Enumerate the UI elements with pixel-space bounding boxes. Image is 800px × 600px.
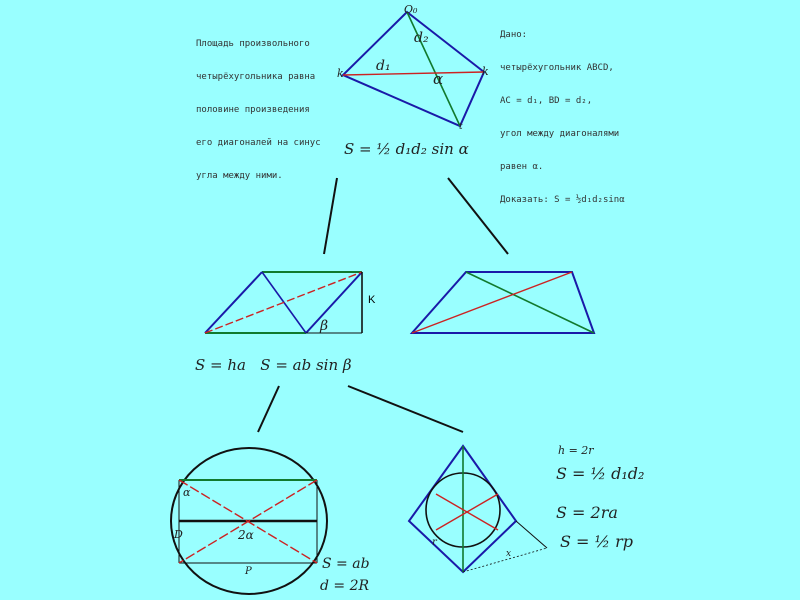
note-right-line: AC = d₁, BD = d₂, (500, 96, 593, 106)
label-x: x (506, 549, 512, 559)
vertex-label-right: k (482, 65, 489, 78)
note-right-line: Дано: (500, 30, 528, 40)
formula-rhombus-h: h = 2r (558, 444, 594, 457)
label-alpha-small: α (183, 486, 191, 499)
vertex-label-top: O₀ (404, 3, 418, 16)
arrow-right (448, 178, 508, 254)
note-right-line: равен α. (500, 162, 544, 172)
note-left-line: угла между ними. (196, 171, 283, 181)
parallelogram-diag-2 (205, 272, 362, 333)
note-left-line: половине произведения (196, 105, 310, 115)
rhombus-with-incircle (409, 446, 547, 572)
formula-rhombus-1: S = ½ d₁d₂ (556, 464, 645, 483)
label-k: K (368, 294, 376, 306)
vertex-label-left: k (337, 67, 344, 80)
formula-rect-diag: d = 2R (320, 578, 370, 594)
parallelogram-figure (205, 272, 362, 333)
arrow-lower-left (258, 386, 279, 432)
diagonal-d1 (343, 72, 484, 75)
label-beta: β (320, 318, 329, 334)
note-left-line: его диагоналей на синус (196, 138, 321, 148)
rhombus-ext (516, 521, 547, 548)
arrow-lower-right (348, 386, 463, 432)
formula-parallelogram: S = ha S = ab sin β (195, 356, 352, 374)
label-2alpha: 2α (238, 528, 254, 542)
formula-rhombus-2: S = 2ra (556, 503, 618, 522)
label-P: P (245, 566, 252, 577)
note-left-line: Площадь произвольного (196, 39, 310, 49)
vertex-label-bottom: t (459, 122, 463, 132)
label-r: r (432, 537, 437, 548)
formula-rect-area: S = ab (322, 556, 370, 572)
formula-rhombus-3: S = ½ rp (560, 532, 634, 551)
parallelogram-right (306, 272, 362, 333)
label-D: D (174, 528, 183, 541)
label-d1: d₁ (376, 58, 391, 74)
formula-main: S = ½ d₁d₂ sin α (344, 140, 469, 158)
trapezoid-diag-2 (412, 272, 572, 333)
note-right-line: четырёхугольник ABCD, (500, 63, 614, 73)
note-right-line: угол между диагоналями (500, 129, 620, 139)
parallelogram-left (205, 272, 262, 333)
note-right (500, 8, 625, 217)
trapezoid-figure (412, 272, 594, 333)
note-left (196, 17, 321, 193)
trapezoid-outline (412, 272, 594, 333)
label-d2: d₂ (414, 30, 429, 46)
arrow-left (324, 178, 337, 254)
note-right-line: Доказать: S = ½d₁d₂sinα (500, 195, 625, 205)
note-left-line: четырёхугольника равна (196, 72, 316, 82)
label-alpha: α (433, 70, 444, 88)
